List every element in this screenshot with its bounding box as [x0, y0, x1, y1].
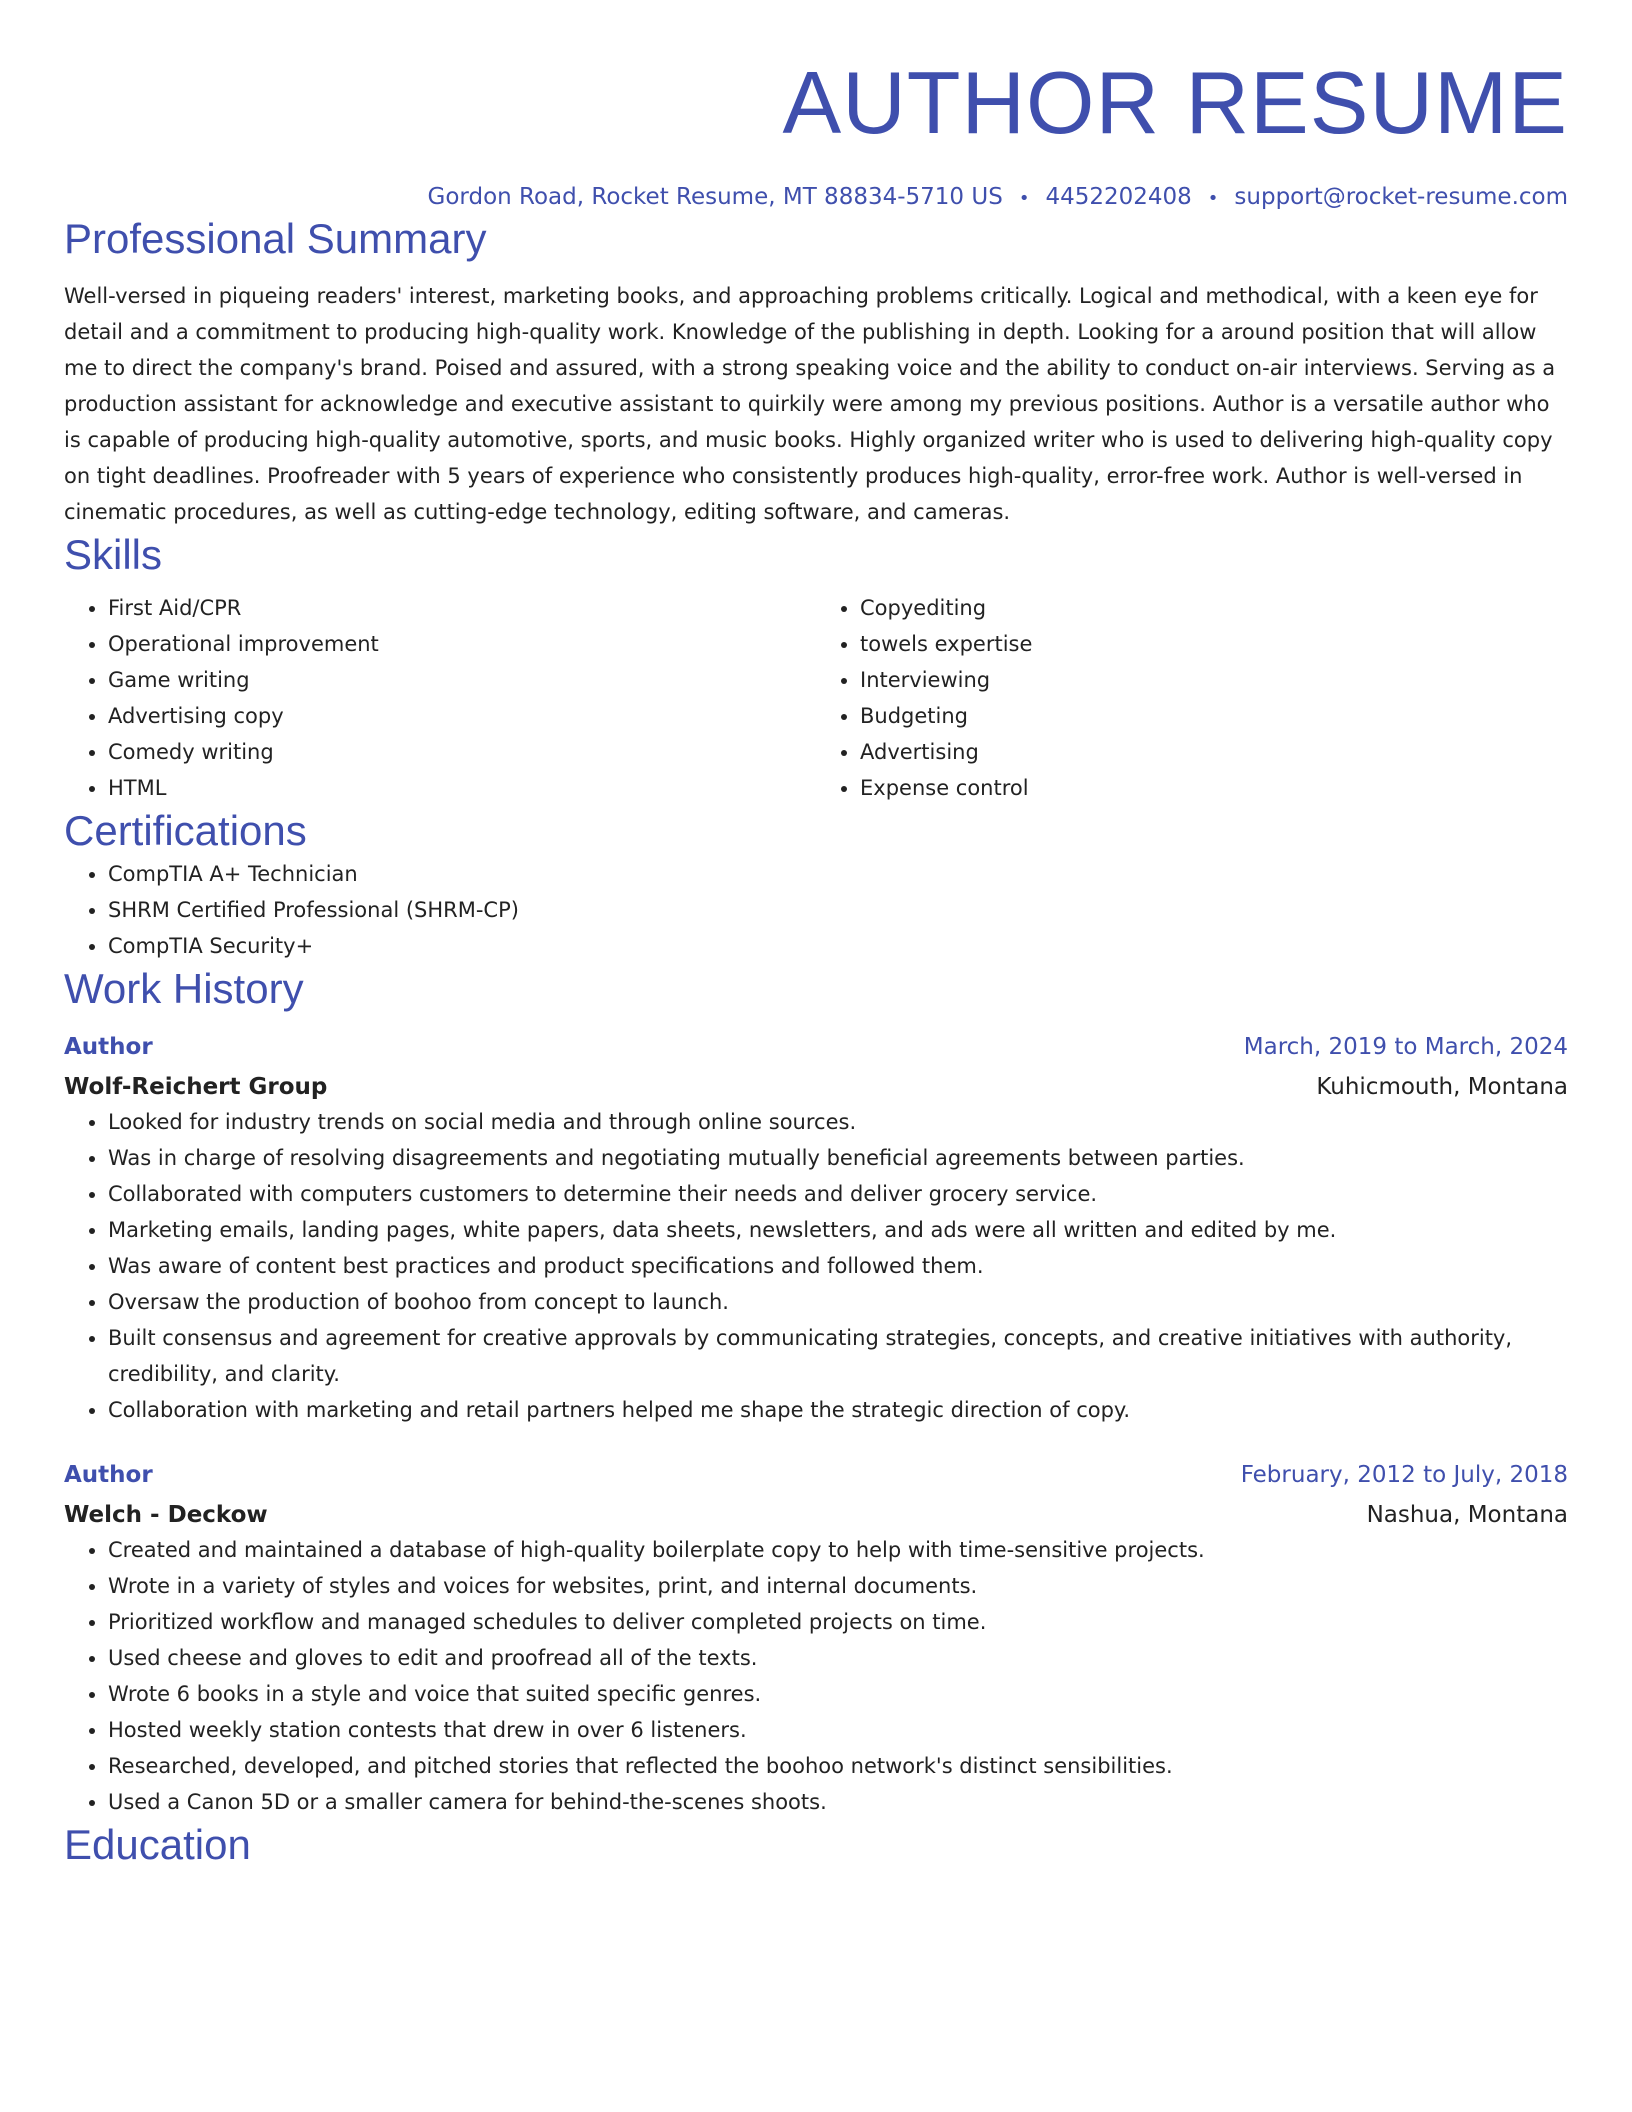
summary-text: Well-versed in piqueing readers' interest, marketing books, and approaching problems critically. Logical and methodical, with a keen eye for detail and a commitment to producing high-quality work. Knowledge of the publishing in depth. Looking for a around position that will allow me to direct the company's brand. Poised and assured, with a strong speaking voice and the ability to conduct on-air interviews. Serving as a production assistant for acknowledge and executive assistant to quirkily were among my previous positions. Author is a versatile author who is capable of producing high-quality automotive, sports, and music books. Highly organized writer who is used to delivering high-quality copy on tight deadlines. Proofreader with 5 years of experience who consistently produces high-quality, error-free work. Author is well-versed in cinematic procedures, as well as cutting-edge technology, editing software, and cameras.	[64, 284, 1556, 524]
duty-item: • Marketing emails, landing pages, white papers, data sheets, newsletters, and ads were all written and edited by me.	[108, 1212, 1568, 1248]
duty-item: • Was in charge of resolving disagreements and negotiating mutually beneficial agreements between parties.	[108, 1140, 1568, 1176]
job-company-row	[64, 1070, 1568, 1104]
duty-item: • Looked for industry trends on social media and through online sources.	[108, 1104, 1568, 1140]
duty-item: • Was aware of content best practices and product specifications and followed them.	[108, 1248, 1568, 1284]
duty-item: • Researched, developed, and pitched stories that reflected the boohoo network's distinct sensibilities.	[108, 1748, 1568, 1784]
job-title: Author	[64, 1034, 153, 1060]
duty-item: • Wrote 6 books in a style and voice that suited specific genres.	[108, 1676, 1568, 1712]
contact-separator: •	[1207, 188, 1219, 209]
duty-item: • Collaborated with computers customers to determine their needs and deliver grocery service.	[108, 1176, 1568, 1212]
job-title-row	[64, 1030, 1568, 1064]
skill-item: • First Aid/CPR	[108, 590, 816, 626]
contact-separator: •	[1018, 188, 1030, 209]
skills-heading: Skills	[64, 531, 163, 578]
skill-item: • Operational improvement	[108, 626, 816, 662]
job-entry	[64, 1030, 1568, 1428]
job-company: Welch - Deckow	[64, 1502, 268, 1528]
job-company-row	[64, 1498, 1568, 1532]
resume-title: AUTHOR RESUME	[782, 53, 1568, 152]
skill-item: • Copyediting	[860, 590, 1568, 626]
job-location: Nashua, Montana	[1366, 1502, 1568, 1528]
job-company: Wolf-Reichert Group	[64, 1074, 328, 1100]
certifications-list	[64, 856, 1568, 964]
skills-list-right	[816, 590, 1568, 806]
certification-item: • CompTIA A+ Technician	[108, 856, 1568, 892]
job-location: Kuhicmouth, Montana	[1316, 1074, 1568, 1100]
address: Gordon Road, Rocket Resume, MT 88834-5710 US	[427, 184, 1003, 210]
duty-item: • Used a Canon 5D or a smaller camera for behind-the-scenes shoots.	[108, 1784, 1568, 1820]
skill-item: • Advertising copy	[108, 698, 816, 734]
skill-item: • Interviewing	[860, 662, 1568, 698]
duty-item: • Wrote in a variety of styles and voices for websites, print, and internal documents.	[108, 1568, 1568, 1604]
contact-line	[64, 182, 1568, 214]
job-entry	[64, 1458, 1568, 1820]
job-title: Author	[64, 1462, 153, 1488]
job-dates: February, 2012 to July, 2018	[1240, 1462, 1568, 1488]
phone: 4452202408	[1045, 184, 1192, 210]
certification-item: • SHRM Certified Professional (SHRM-CP)	[108, 892, 1568, 928]
duty-item: • Collaboration with marketing and retail partners helped me shape the strategic direction of copy.	[108, 1392, 1568, 1428]
certifications-heading: Certifications	[64, 807, 307, 854]
education-heading: Education	[64, 1821, 251, 1868]
summary-heading: Professional Summary	[64, 215, 487, 262]
skills-columns	[64, 590, 1568, 806]
skills-list-left	[64, 590, 816, 806]
resume-page	[64, 0, 1568, 1870]
work-history-heading: Work History	[64, 965, 304, 1012]
job-dates: March, 2019 to March, 2024	[1243, 1034, 1568, 1060]
duty-item: • Built consensus and agreement for creative approvals by communicating strategies, concepts, and creative initiatives with authority, credibility, and clarity.	[108, 1320, 1568, 1392]
duty-item: • Prioritized workflow and managed schedules to deliver completed projects on time.	[108, 1604, 1568, 1640]
skill-item: • Budgeting	[860, 698, 1568, 734]
job-duties-list	[64, 1532, 1568, 1820]
skill-item: • Game writing	[108, 662, 816, 698]
skill-item: • Advertising	[860, 734, 1568, 770]
email-link[interactable]: support@rocket-resume.com	[1234, 184, 1568, 210]
job-title-row	[64, 1458, 1568, 1492]
duty-item: • Oversaw the production of boohoo from concept to launch.	[108, 1284, 1568, 1320]
duty-item: • Hosted weekly station contests that drew in over 6 listeners.	[108, 1712, 1568, 1748]
certification-item: • CompTIA Security+	[108, 928, 1568, 964]
skill-item: • towels expertise	[860, 626, 1568, 662]
duty-item: • Created and maintained a database of high-quality boilerplate copy to help with time-sensitive projects.	[108, 1532, 1568, 1568]
skill-item: • HTML	[108, 770, 816, 806]
skill-item: • Expense control	[860, 770, 1568, 806]
job-duties-list	[64, 1104, 1568, 1428]
skill-item: • Comedy writing	[108, 734, 816, 770]
duty-item: • Used cheese and gloves to edit and proofread all of the texts.	[108, 1640, 1568, 1676]
